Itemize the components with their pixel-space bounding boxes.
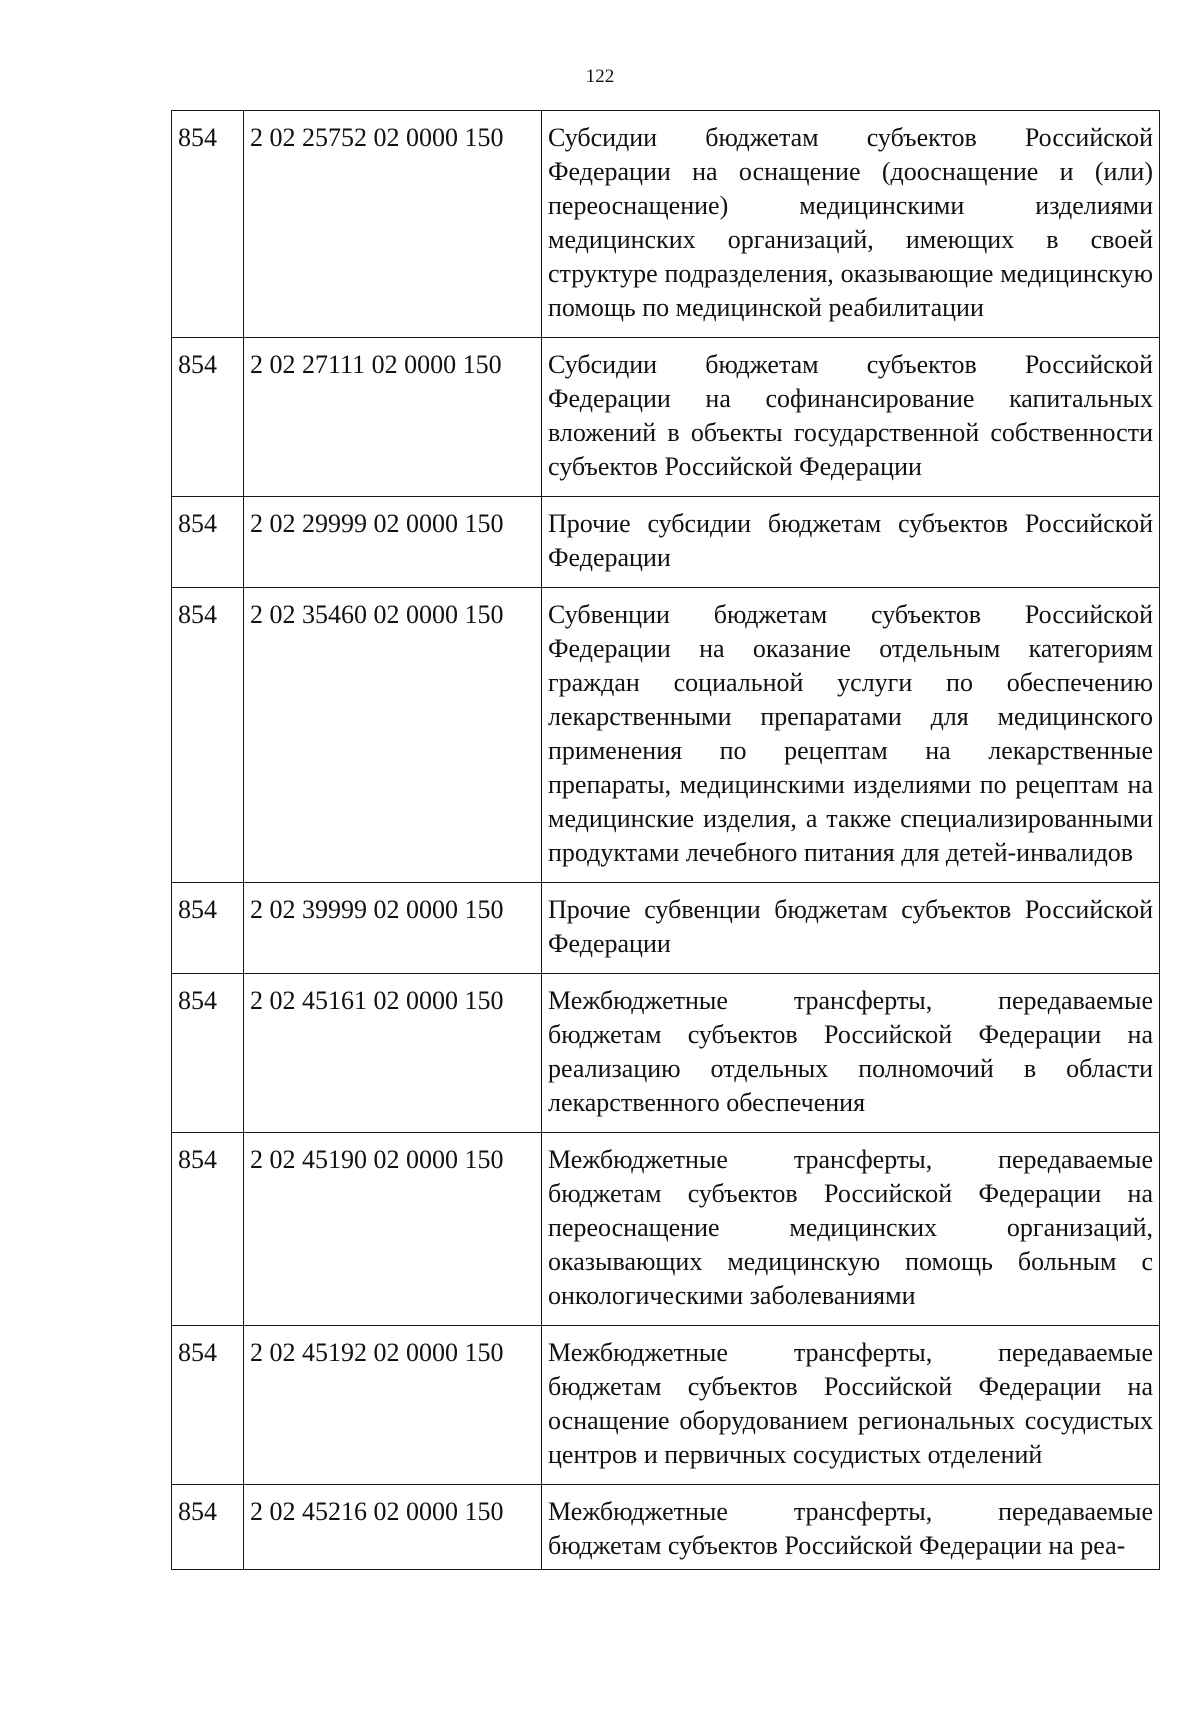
description-cell: Субсидии бюджетам субъектов Российской Федерации на оснащение (дооснащение и (или) переоснащение) медицинскими изделиями медицинских организаций, имеющих в своей структуре подразделения, оказывающие медицинскую помощь по медицинской реабилитации: [542, 111, 1160, 338]
table-row: [172, 1485, 1160, 1570]
revenue-code-cell: 2 02 45192 02 0000 150: [244, 1326, 542, 1485]
revenue-code-cell: 2 02 27111 02 0000 150: [244, 338, 542, 497]
revenue-code-cell: 2 02 39999 02 0000 150: [244, 883, 542, 974]
table-row: [172, 497, 1160, 588]
revenue-code-cell: 2 02 45161 02 0000 150: [244, 974, 542, 1133]
table-row: [172, 1133, 1160, 1326]
description-cell: Прочие субвенции бюджетам субъектов Российской Федерации: [542, 883, 1160, 974]
admin-code-cell: 854: [172, 111, 244, 338]
revenue-code-cell: 2 02 35460 02 0000 150: [244, 588, 542, 883]
admin-code-cell: 854: [172, 497, 244, 588]
admin-code-cell: 854: [172, 1133, 244, 1326]
revenue-code-cell: 2 02 25752 02 0000 150: [244, 111, 542, 338]
admin-code-cell: 854: [172, 1326, 244, 1485]
admin-code-cell: 854: [172, 974, 244, 1133]
revenue-code-cell: 2 02 45190 02 0000 150: [244, 1133, 542, 1326]
admin-code-cell: 854: [172, 338, 244, 497]
description-cell: Субвенции бюджетам субъектов Российской Федерации на оказание отдельным категориям граждан социальной услуги по обеспечению лекарственными препаратами для медицинского применения по рецептам на лекарственные препараты, медицинскими изделиями по рецептам на медицинские изделия, а также специализированными продуктами лечебного питания для детей-инвалидов: [542, 588, 1160, 883]
admin-code-cell: 854: [172, 1485, 244, 1570]
description-cell: Субсидии бюджетам субъектов Российской Федерации на софинансирование капитальных вложений в объекты государственной собственности субъектов Российской Федерации: [542, 338, 1160, 497]
description-cell: Межбюджетные трансферты, передаваемые бюджетам субъектов Российской Федерации на переоснащение медицинских организаций, оказывающих медицинскую помощь больным с онкологическими заболеваниями: [542, 1133, 1160, 1326]
revenue-code-cell: 2 02 29999 02 0000 150: [244, 497, 542, 588]
table-row: [172, 883, 1160, 974]
table-row: [172, 1326, 1160, 1485]
table-row: [172, 974, 1160, 1133]
admin-code-cell: 854: [172, 588, 244, 883]
revenue-code-cell: 2 02 45216 02 0000 150: [244, 1485, 542, 1570]
table-row: [172, 338, 1160, 497]
description-cell: Межбюджетные трансферты, передаваемые бюджетам субъектов Российской Федерации на оснащение оборудованием региональных сосудистых центров и первичных сосудистых отделений: [542, 1326, 1160, 1485]
description-cell: Прочие субсидии бюджетам субъектов Российской Федерации: [542, 497, 1160, 588]
table-row: [172, 111, 1160, 338]
budget-revenue-table: [171, 110, 1160, 1570]
page-number: 122: [585, 66, 615, 87]
admin-code-cell: 854: [172, 883, 244, 974]
description-cell: Межбюджетные трансферты, передаваемые бюджетам субъектов Российской Федерации на реа-: [542, 1485, 1160, 1570]
table-row: [172, 588, 1160, 883]
description-cell: Межбюджетные трансферты, передаваемые бюджетам субъектов Российской Федерации на реализацию отдельных полномочий в области лекарственного обеспечения: [542, 974, 1160, 1133]
